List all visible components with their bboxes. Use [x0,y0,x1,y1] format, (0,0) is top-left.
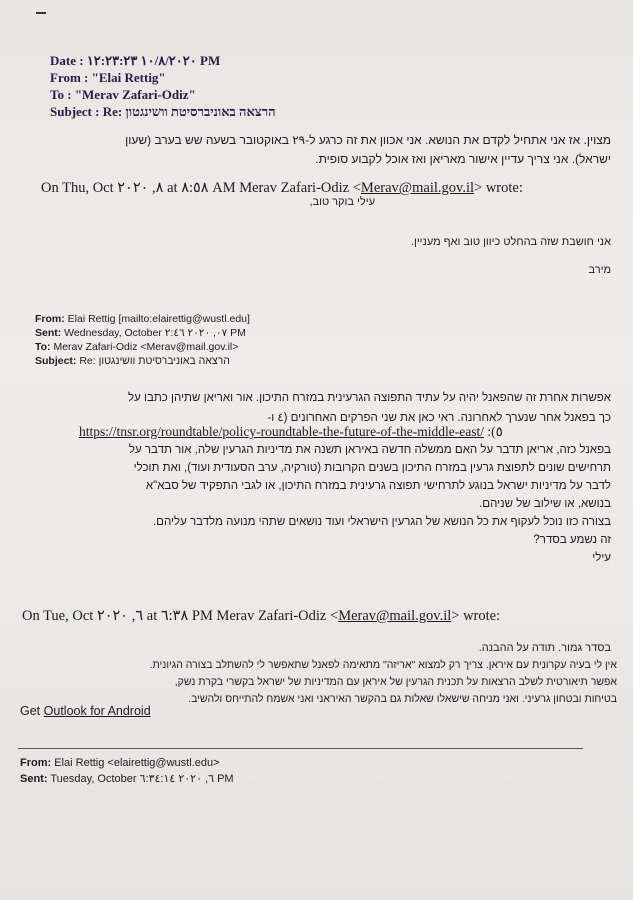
quote2-line4: בטיחות ובטחון גרעיני. ואני מניחה שישאלו שאלות גם בהקשר האיראני ואני אשמח להתייחס ולהשיב. [188,693,617,705]
fwd1-subject: Subject: Re: הרצאה באוניברסיטת וושינגטון [35,355,230,367]
fwd1-sent: Sent: Wednesday, October ٠٧, ٢٠٢٠ ٢:٤٦ PM [35,327,246,339]
body2-line8: זה נשמע בסדר? [533,534,611,546]
quote1-greeting: עילי בוקר טוב, [309,196,375,208]
outlook-android-link[interactable]: Outlook for Android [43,704,151,718]
body2-line2: כך בפאנל אחר שנערך לאחרונה. ראי כאן את שני הפרקים האחרונים (٤ ו- [267,412,611,424]
quote1-intro: On Thu, Oct ٨, ٢٠٢٠ at ٨:٥٨ AM Merav Zafari-Odiz <Merav@mail.gov.il> wrote: [41,180,523,196]
quote1-email-link[interactable]: Merav@mail.gov.il [360,180,475,196]
body2-line4: תרחישים שונים לתפוצת גרעין במזרח התיכון בשנים הקרובות (טורקיה, ערב הסעודית ועוד), ואת תוכלי [133,462,611,474]
fwd2-from: From: Elai Rettig <elairettig@wustl.edu> [20,757,220,769]
reply1-line1: מצוין. אז אני אתחיל לקדם את הנושא. אני אכוון את זה כרגע ל-٢٩ באוקטובר בשעה שש בערב (שעון [125,133,611,147]
divider [18,748,583,749]
header-to: To : "Merav Zafari-Odiz" [50,87,196,102]
fwd1-from: From: Elai Rettig [mailto:elairettig@wustl.edu] [35,313,250,325]
fwd2-sent: Sent: Tuesday, October ٦, ٢٠٢٠ ٦:٣٤:١٤ PM [20,773,234,785]
body2-signature: עילי [592,552,611,564]
body2-line3: בפאנל כזה, אריאן תדבר על האם ממשלה חדשה באיראן תשנה את מדיניות הגרעין שלה, אור תדבר על [128,444,611,456]
reply1-line2: ישראל). אני צריך עדיין אישור מאריאן ואז אוכל לקבוע סופית. [315,152,611,166]
quote1-signature: מירב [588,264,611,276]
header-date: Date : ١٠/٨/٢٠٢٠ ١٢:٢٣:٢٣ PM [50,53,221,68]
body2-line7: בצורה כזו נוכל לעקוף את כל הנושא של הגרעין הישראלי ועוד נושאים שתהי מנועה מלדבר עליהם. [152,516,611,528]
body2-line6: בנושא, או שילוב של שניהם. [479,498,611,510]
quote1-body: אני חושבת שזה בהחלט כיוון טוב ואף מעניין. [410,236,611,248]
quote2-line2: אין לי בעיה עקרונית עם איראן. צריך רק למצוא "אריזה" מתאימה לפאנל שתאפשר לי להשתלב בצורה הגיונית. [149,659,617,671]
get-outlook: Get Outlook for Android [20,704,151,718]
body2-line1: אפשרות אחרת זה שהפאנל יהיה על עתיד התפוצה הגרעינית במזרח התיכון. אור ואריאן שתיהן כתבו על [128,392,611,404]
header-subject: Subject : Re: הרצאה באוניברסיטת וושינגטון [50,104,276,119]
quote2-intro: On Tue, Oct ٦, ٢٠٢٠ at ٦:٣٨ PM Merav Zafari-Odiz <Merav@mail.gov.il> wrote: [22,608,501,624]
quote2-email-link[interactable]: Merav@mail.gov.il [338,608,452,624]
tnsr-roundtable-link[interactable]: https://tnsr.org/roundtable/policy-roundtable-the-future-of-the-middle-east/ [79,424,485,439]
scan-mark [36,12,46,14]
body2-link-line: https://tnsr.org/roundtable/policy-roundtable-the-future-of-the-middle-east/ :(٥ [79,424,503,439]
header-from: From : "Elai Rettig" [50,70,166,85]
body2-line5: לדבר על מדיניות ישראל בנוגע לתרחישי תפוצה גרעינית במזרח התיכון, או לגבי התפקיד של סבא"א [145,480,611,492]
quote2-line3: אפשר תיאורטית לשלב הרצאות על תכנית הגרעין של איראן עם המדיניות של ישראל בקשרי בקרת נשק, [174,676,617,688]
quote2-line1: בסדר גמור. תודה על ההבנה. [478,642,611,654]
fwd1-to: To: Merav Zafari-Odiz <Merav@mail.gov.il> [35,341,239,353]
